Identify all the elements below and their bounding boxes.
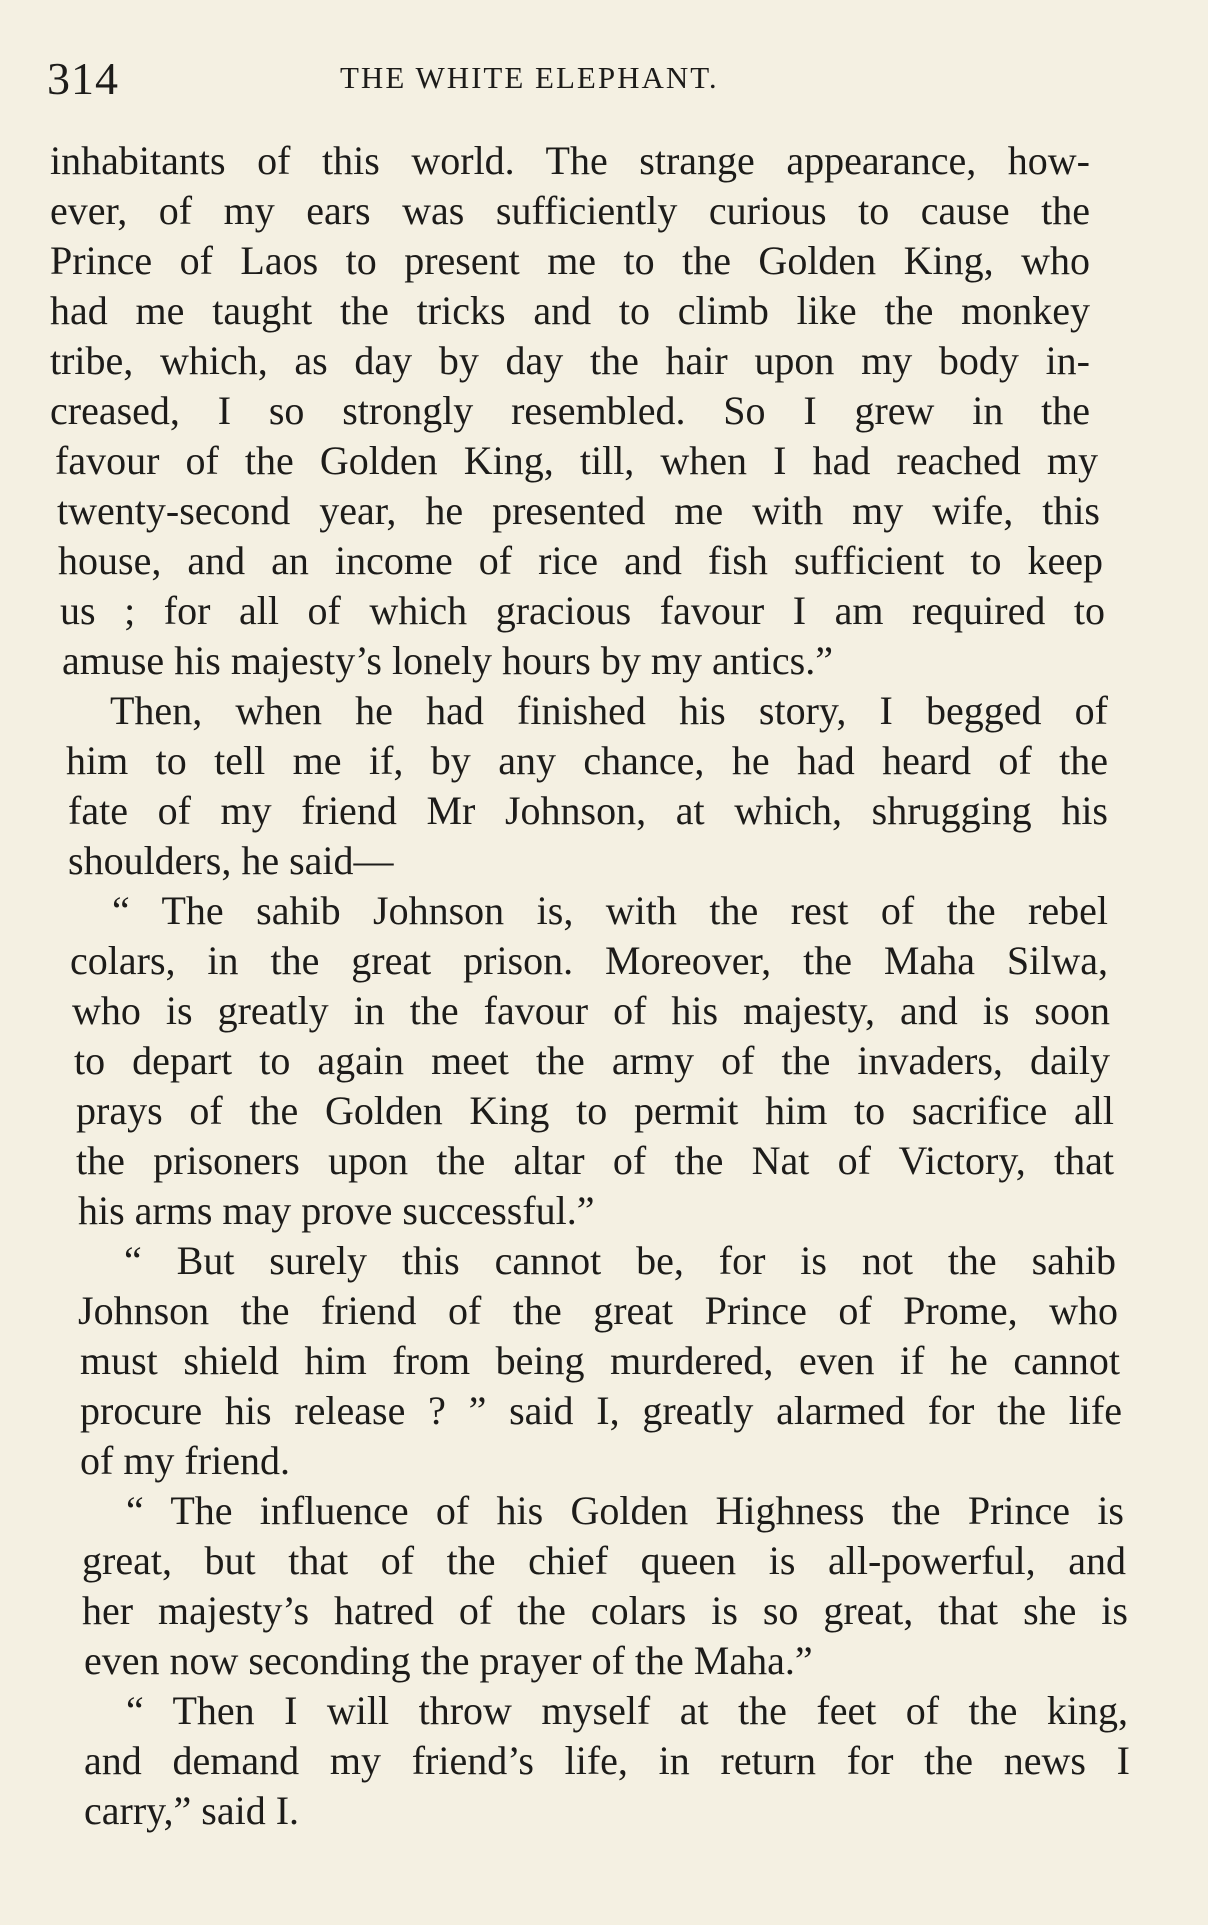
- text-line: favour of the Golden King, till, when I had reached my: [55, 438, 1098, 483]
- text-line: to depart to again meet the army of the invaders, daily: [74, 1038, 1110, 1083]
- page-number: 314: [47, 53, 119, 104]
- text-line: her majesty’s hatred of the colars is so great, that she is: [82, 1588, 1128, 1633]
- text-line: “ But surely this cannot be, for is not the sahib: [124, 1238, 1116, 1283]
- text-line: him to tell me if, by any chance, he had heard of the: [66, 738, 1108, 783]
- text-line: amuse his majesty’s lonely hours by my antics.”: [62, 638, 833, 683]
- text-line: had me taught the tricks and to climb like the monkey: [50, 288, 1090, 333]
- text-line: carry,” said I.: [84, 1788, 300, 1833]
- text-line: ever, of my ears was sufficiently curious to cause the: [50, 188, 1090, 233]
- text-line: procure his release ? ” said I, greatly alarmed for the life: [80, 1388, 1122, 1433]
- text-line: shoulders, he said—: [68, 838, 394, 883]
- text-line: twenty-second year, he presented me with my wife, this: [57, 488, 1100, 533]
- text-line: creased, I so strongly resembled. So I grew in the: [50, 388, 1090, 433]
- text-line: “ Then I will throw myself at the feet of the king,: [126, 1688, 1128, 1733]
- text-line: the prisoners upon the altar of the Nat of Victory, that: [76, 1138, 1114, 1183]
- text-line: must shield him from being murdered, even if he cannot: [80, 1338, 1120, 1383]
- running-head-title: THE WHITE ELEPHANT.: [340, 60, 719, 95]
- text-line: Johnson the friend of the great Prince of Prome, who: [78, 1288, 1118, 1333]
- text-line: even now seconding the prayer of the Maha.”: [84, 1638, 813, 1683]
- text-line: of my friend.: [80, 1438, 290, 1483]
- text-line: colars, in the great prison. Moreover, the Maha Silwa,: [70, 938, 1108, 983]
- text-line: who is greatly in the favour of his majesty, and is soon: [72, 988, 1110, 1033]
- text-line: great, but that of the chief queen is all-powerful, and: [82, 1538, 1126, 1583]
- text-line: Prince of Laos to present me to the Golden King, who: [50, 238, 1090, 283]
- text-line: fate of my friend Mr Johnson, at which, shrugging his: [68, 788, 1108, 833]
- text-line: his arms may prove successful.”: [78, 1188, 595, 1233]
- text-line: “ The sahib Johnson is, with the rest of the rebel: [112, 888, 1108, 933]
- text-line: and demand my friend’s life, in return for the news I: [84, 1738, 1130, 1783]
- text-line: “ The influence of his Golden Highness the Prince is: [126, 1488, 1124, 1533]
- text-line: us ; for all of which gracious favour I am required to: [60, 588, 1105, 633]
- text-line: inhabitants of this world. The strange appearance, how-: [50, 138, 1090, 183]
- text-line: tribe, which, as day by day the hair upon my body in-: [50, 338, 1090, 383]
- text-line: prays of the Golden King to permit him to sacrifice all: [76, 1088, 1114, 1133]
- text-line: Then, when he had finished his story, I begged of: [110, 688, 1108, 733]
- text-line: house, and an income of rice and fish sufficient to keep: [58, 538, 1103, 583]
